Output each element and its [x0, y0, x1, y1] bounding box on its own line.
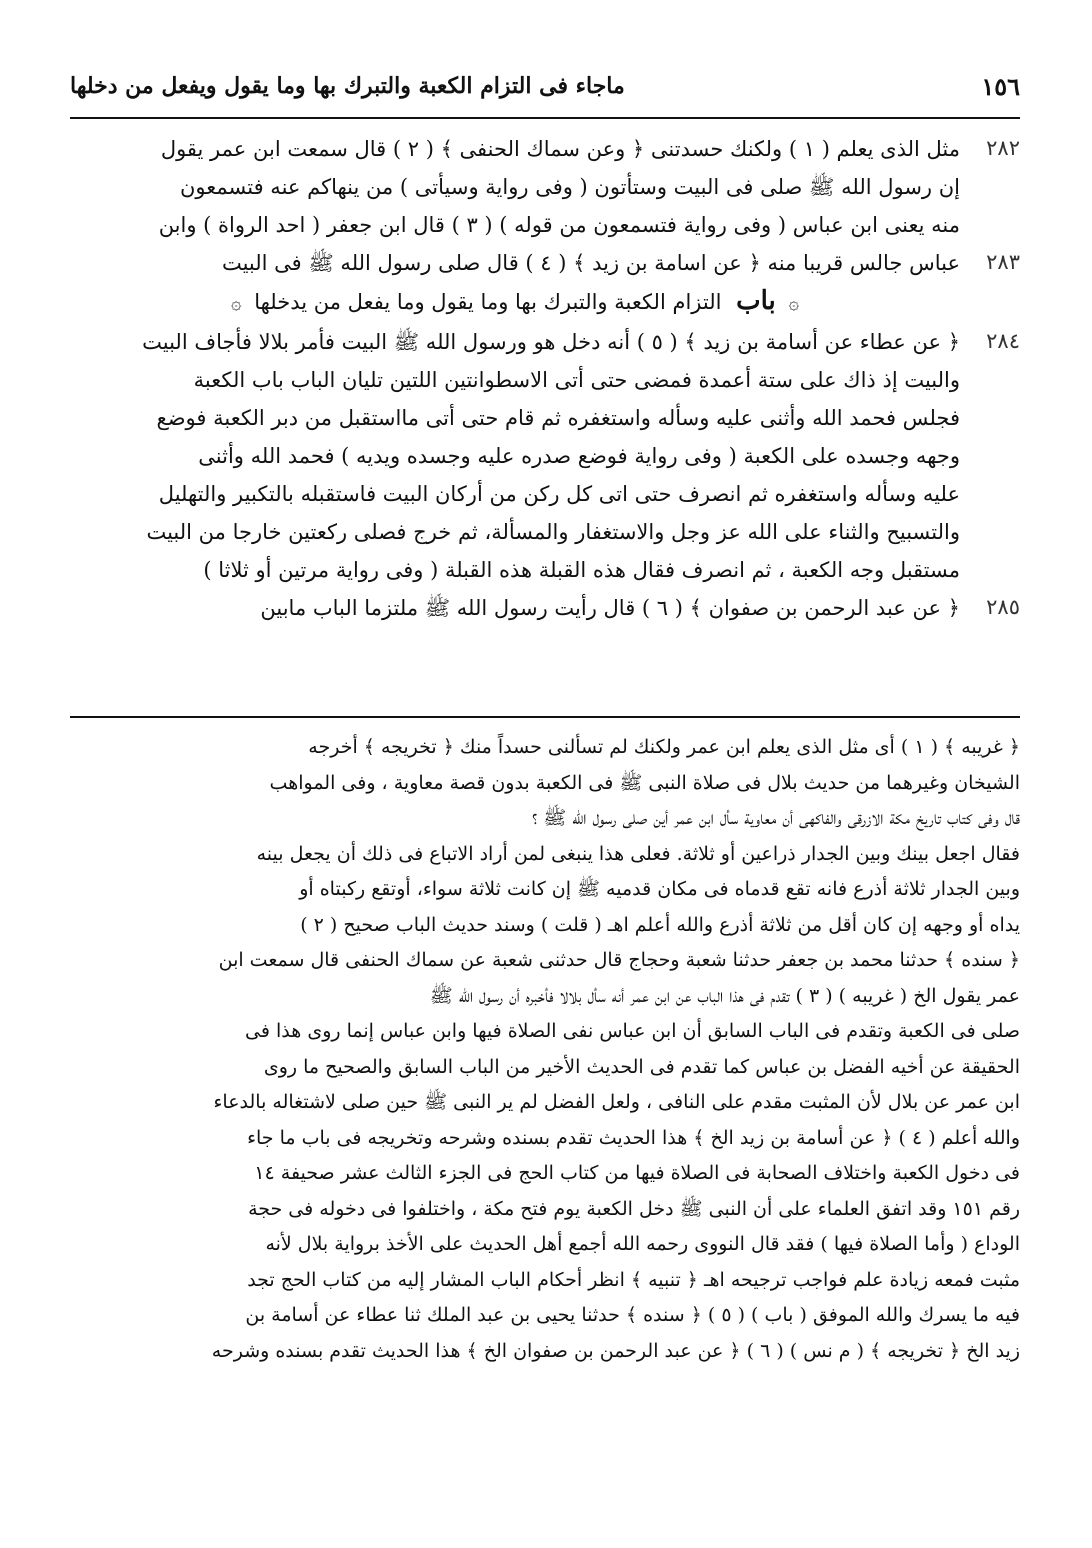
page-header — [70, 62, 1020, 110]
footnote-line: زيد الخ ﴿ تخريجه ﴾ ( م نس ) ( ٦ ) ﴿ عن عبد الرحمن بن صفوان الخ ﴾ هذا الحديث تقدم بسنده وشرحه — [211, 1339, 1020, 1362]
hadith-text — [70, 244, 960, 282]
footnote-line: عمر يقول الخ ( غريبه ) ( ٣ ) تقدم فى هذا الباب عن ابن عمر أنه سأل بلالا فأخبره أن رسول الله ﷺ — [429, 984, 1020, 1007]
ornament-icon: ۞ — [230, 293, 242, 314]
footnote-line: الوداع ( وأما الصلاة فيها ) فقد قال النووى رحمه الله أجمع أهل الحديث على الأخذ برواية بلال لأنه — [265, 1233, 1020, 1255]
footnote-line: والله أعلم ( ٤ ) ﴿ عن أسامة بن زيد الخ ﴾ هذا الحديث تقدم بسنده وشرحه وتخريجه فى باب ما جاء — [247, 1126, 1020, 1149]
text-line: والبيت إذ ذاك على ستة أعمدة فمضى حتى أتى الاسطوانتين اللتين تليان الباب باب الكعبة — [193, 368, 960, 392]
hadith-text — [70, 130, 960, 244]
text-line: ﴿ عن عبد الرحمن بن صفوان ﴾ ( ٦ ) قال رأيت رسول الله ﷺ ملتزما الباب مابين — [260, 596, 960, 620]
text-line: منه يعنى ابن عباس ( وفى رواية فتسمعون من قوله ) ( ٣ ) قال ابن جعفر ( احد الرواة ) وابن — [158, 213, 960, 237]
hadith-entry — [70, 244, 1020, 282]
footnote-line: وبين الجدار ثلاثة أذرع فانه تقع قدماه فى مكان قدميه ﷺ إن كانت ثلاثة سواء، أوتقع ركبتاه أو — [299, 878, 1020, 900]
hadith-entry — [70, 589, 1020, 627]
text-line: وجهه وجسده على الكعبة ( وفى رواية فوضع صدره عليه وجسده ويديه ) فحمد الله وأثنى — [198, 444, 960, 468]
text-line: والتسبيح والثناء على الله عز وجل والاستغفار والمسألة، ثم خرج فصلى ركعتين خارجا من البيت — [146, 520, 960, 544]
hadith-number: ٢٨٤ — [986, 329, 1020, 353]
footnote-line: فقال اجعل بينك وبين الجدار ذراعين أو ثلاثة. فعلى هذا ينبغى لمن أراد الاتباع فى ذلك أن يجعل بينه — [256, 842, 1020, 865]
footnote-line: الشيخان وغيرهما من حديث بلال فى صلاة النبى ﷺ فى الكعبة بدون قصة معاوية ، وفى المواهب — [269, 771, 1020, 794]
page-number: ١٥٦ — [981, 71, 1020, 101]
ornament-icon: ۞ — [788, 293, 800, 314]
header-rule — [70, 117, 1020, 119]
text-line: مستقبل وجه الكعبة ، ثم انصرف فقال هذه القبلة هذه القبلة ( وفى رواية مرتين أو ثلاثا ) — [203, 558, 960, 582]
footnote-line: الحقيقة عن أخيه الفضل بن عباس كما تقدم فى الحديث الأخير من الباب السابق والصحيح ما روى — [263, 1055, 1020, 1078]
hadith-text — [70, 589, 960, 627]
text-line: مثل الذى يعلم ( ١ ) ولكنك حسدتنى ﴿ وعن سماك الحنفى ﴾ ( ٢ ) قال سمعت ابن عمر يقول — [160, 137, 960, 161]
main-text-block — [70, 130, 1020, 627]
text-line: عباس جالس قريبا منه ﴿ عن اسامة بن زيد ﴾ ( ٤ ) قال صلى رسول الله ﷺ فى البيت — [221, 251, 960, 275]
text-line: ﴿ عن عطاء عن أسامة بن زيد ﴾ ( ٥ ) أنه دخل هو ورسول الله ﷺ البيت فأمر بلالا فأجاف البيت — [142, 330, 960, 354]
hadith-entry — [70, 323, 1020, 589]
footnote-line: ابن عمر عن بلال لأن المثبت مقدم على النافى ، ولعل الفضل لم ير النبى ﷺ حين صلى لاشتغاله بالدعاء — [213, 1091, 1020, 1113]
footnote-line: ﴿ سنده ﴾ حدثنا محمد بن جعفر حدثنا شعبة وحجاج قال حدثنى شعبة عن سماك الحنفى قال سمعت ابن — [218, 949, 1020, 971]
text-line: عليه وسأله واستغفره ثم انصرف حتى اتى كل ركن من أركان البيت فاستقبله بالتكبير والتهليل — [158, 482, 960, 506]
hadith-text — [70, 323, 960, 589]
footnote-line: يداه أو وجهه إن كان أقل من ثلاثة أذرع والله أعلم اهـ ( قلت ) وسند حديث الباب صحيح ( ٢ ) — [300, 913, 1020, 936]
hadith-entry — [70, 130, 1020, 244]
chapter-word: باب — [736, 286, 776, 316]
hadith-number: ٢٨٥ — [986, 595, 1020, 619]
hadith-number: ٢٨٢ — [986, 136, 1020, 160]
chapter-title: التزام الكعبة والتبرك بها وما يقول وما يفعل من يدخلها — [254, 290, 722, 314]
footnote-line: ﴿ غريبه ﴾ ( ١ ) أى مثل الذى يعلم ابن عمر ولكنك لم تسألنى حسداً منك ﴿ تخريجه ﴾ أخرجه — [308, 736, 1020, 758]
text-line: إن رسول الله ﷺ صلى فى البيت وستأتون ( وفى رواية وسيأتى ) من ينهاكم عنه فتسمعون — [179, 175, 960, 199]
footnote-line: مثبت فمعه زيادة علم فواجب ترجيحه اهـ ﴿ تنبيه ﴾ انظر أحكام الباب المشار إليه من كتاب الحج تجد — [247, 1268, 1020, 1291]
chapter-heading — [70, 282, 1020, 323]
footnote-line: فى دخول الكعبة واختلاف الصحابة فى الصلاة فيها من كتاب الحج فى الجزء الثالث عشر صحيفة ١٤ — [254, 1162, 1020, 1184]
hadith-number: ٢٨٣ — [986, 250, 1020, 274]
footnotes-block — [70, 730, 1020, 1369]
footnote-line: صلى فى الكعبة وتقدم فى الباب السابق أن ابن عباس نفى الصلاة فيها وابن عباس إنما روى هذا فى — [245, 1020, 1020, 1042]
footnote-line: فيه ما يسرك والله الموفق ( باب ) ( ٥ ) ﴿ سنده ﴾ حدثنا يحيى بن عبد الملك ثنا عطاء عن أسامة بن — [245, 1304, 1020, 1326]
footnote-line: رقم ١٥١ وقد اتفق العلماء على أن النبى ﷺ دخل الكعبة يوم فتح مكة ، واختلفوا فى دخوله فى حجة — [248, 1197, 1020, 1220]
running-title: ماجاء فى التزام الكعبة والتبرك بها وما يقول ويفعل من دخلها — [70, 73, 625, 99]
footnote-rule — [70, 716, 1020, 718]
footnote-line: قال وفى كتاب تاريخ مكة الازرقى والفاكهى أن معاوية سأل ابن عمر أين صلى رسول الله ﷺ ؟ — [531, 807, 1020, 829]
text-line: فجلس فحمد الله وأثنى عليه وسأله واستغفره ثم قام حتى أتى مااستقبل من دبر الكعبة فوضع — [156, 406, 960, 430]
